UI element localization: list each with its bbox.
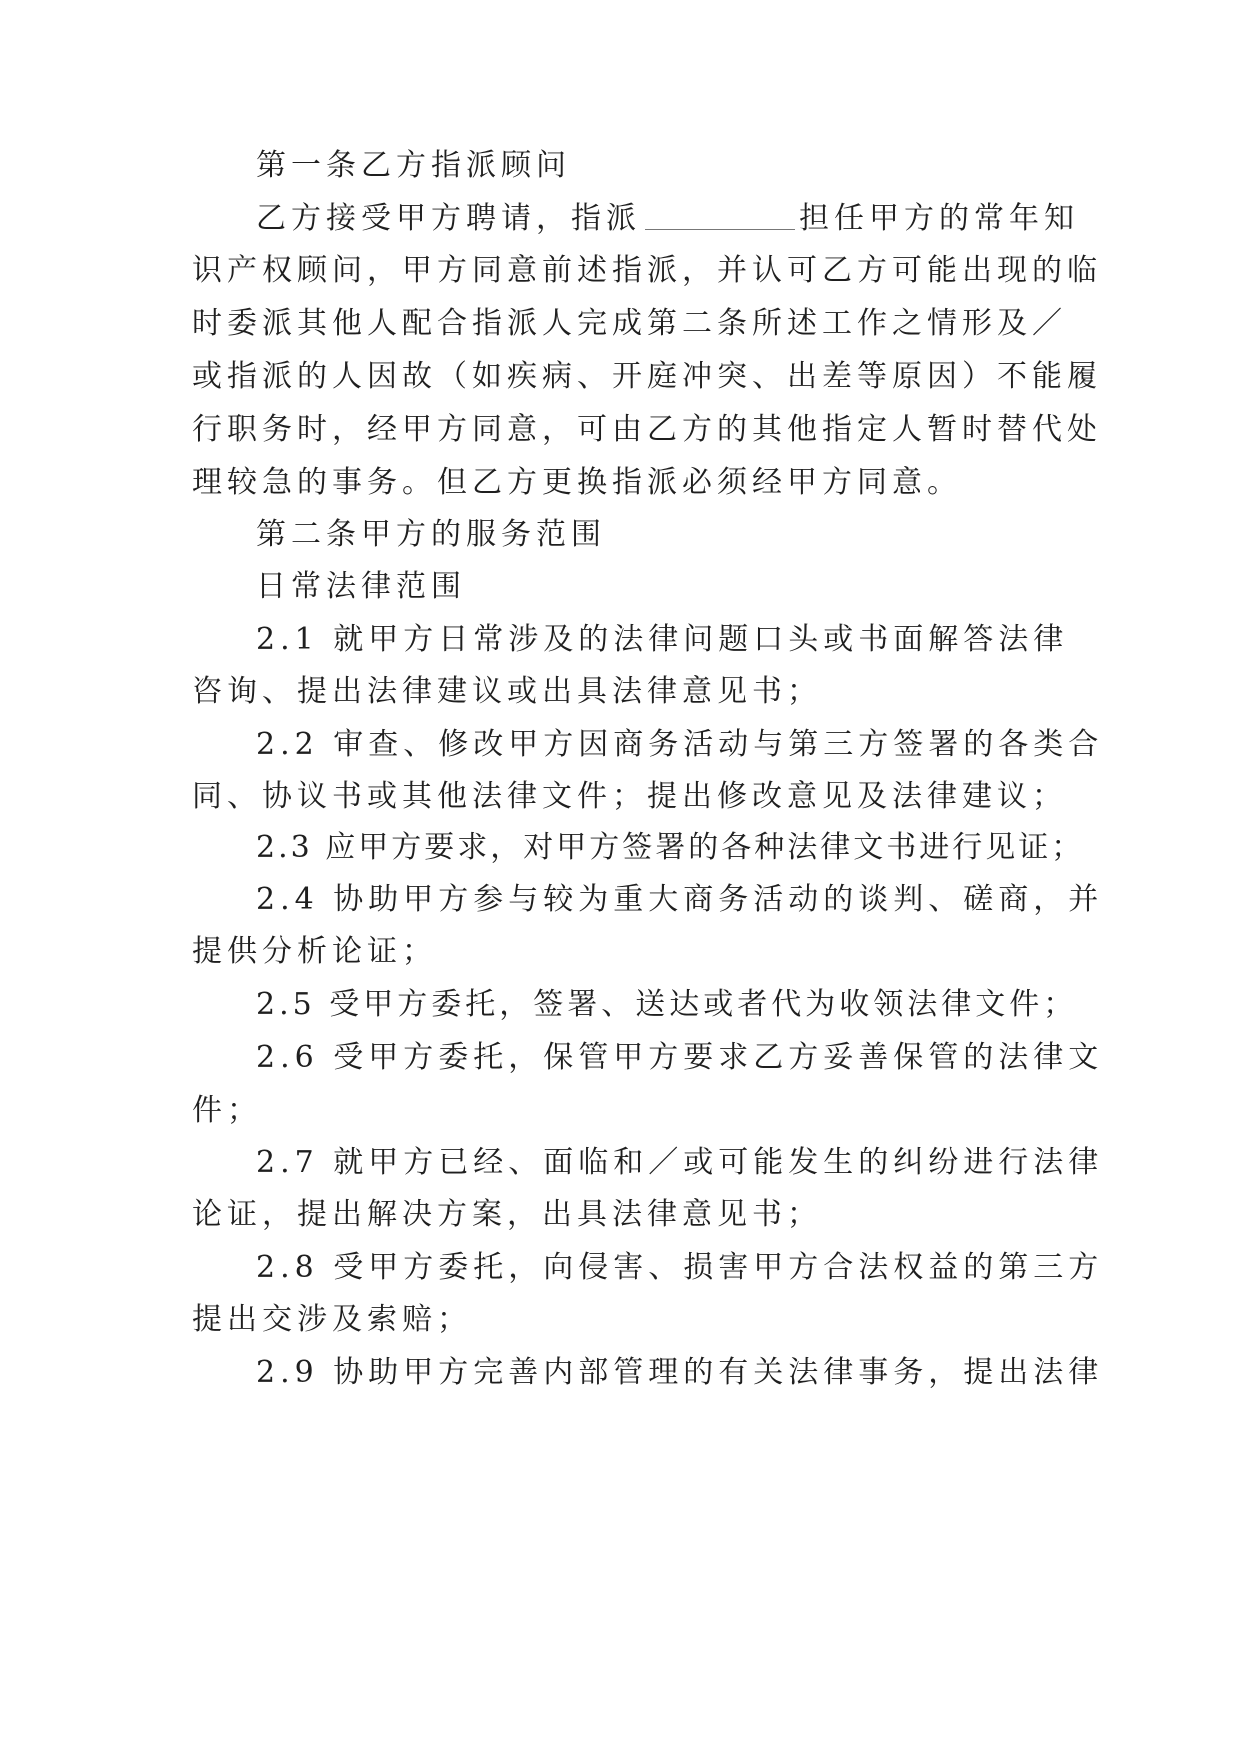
article-1-paragraph-line-4: 或指派的人因故（如疾病、开庭冲突、出差等原因）不能履 [192,359,1102,394]
article-2-subtitle: 日常法律范围 [256,569,466,604]
item-2-2-line-2: 同、协议书或其他法律文件；提出修改意见及法律建议； [192,779,1067,814]
article-1-paragraph-line-5: 行职务时，经甲方同意，可由乙方的其他指定人暂时替代处 [192,412,1102,447]
item-2-9-line-1: 2.9 协助甲方完善内部管理的有关法律事务，提出法律 [256,1355,1104,1390]
item-2-6-line-1: 2.6 受甲方委托，保管甲方要求乙方妥善保管的法律文 [256,1040,1104,1075]
item-2-4-line-1: 2.4 协助甲方参与较为重大商务活动的谈判、磋商，并 [256,882,1104,917]
article-1-paragraph-line-1 [256,199,1116,239]
item-2-6-line-2: 件； [192,1093,262,1128]
item-2-2-line-1: 2.2 审查、修改甲方因商务活动与第三方签署的各类合 [256,727,1104,762]
item-2-5: 2.5 受甲方委托，签署、送达或者代为收领法律文件； [256,987,1078,1022]
article-2-title: 第二条甲方的服务范围 [256,517,606,552]
item-2-7-line-1: 2.7 就甲方已经、面临和／或可能发生的纠纷进行法律 [256,1145,1104,1180]
item-2-1-line-2: 咨询、提出法律建议或出具法律意见书； [192,674,822,709]
item-2-3: 2.3 应甲方要求，对甲方签署的各种法律文书进行见证； [256,830,1085,865]
article-1-title: 第一条乙方指派顾问 [256,148,571,183]
item-2-8-line-2: 提出交涉及索赔； [192,1302,472,1337]
appointee-blank [645,201,795,230]
article-1-paragraph-line-2: 识产权顾问，甲方同意前述指派，并认可乙方可能出现的临 [192,253,1102,288]
item-2-1-line-1: 2.1 就甲方日常涉及的法律问题口头或书面解答法律 [256,622,1069,657]
item-2-4-line-2: 提供分析论证； [192,934,437,969]
article-1-paragraph-line-3: 时委派其他人配合指派人完成第二条所述工作之情形及／ [192,306,1067,341]
article-1-text-before-blank: 乙方接受甲方聘请，指派 [256,201,641,236]
item-2-8-line-1: 2.8 受甲方委托，向侵害、损害甲方合法权益的第三方 [256,1250,1104,1285]
article-1-text-after-blank: 担任甲方的常年知 [799,201,1079,236]
article-1-paragraph-line-6: 理较急的事务。但乙方更换指派必须经甲方同意。 [192,465,962,500]
item-2-7-line-2: 论证，提出解决方案，出具法律意见书； [192,1197,822,1232]
